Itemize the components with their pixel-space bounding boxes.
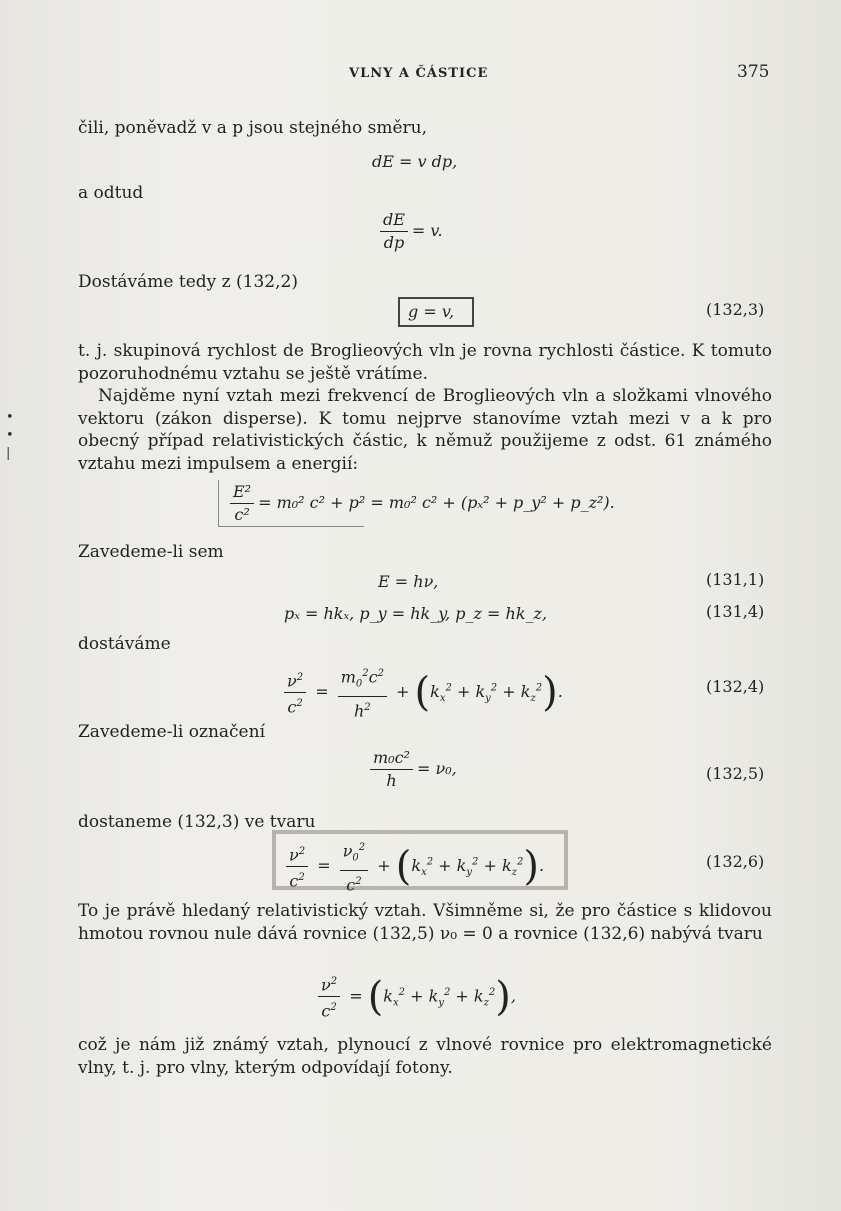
equation-rhs: = m₀² c² + p² = m₀² c² + (pₓ² + p_y² + p_z²).	[258, 493, 615, 512]
equation-momentum-components: pₓ = hkₓ, p_y = hk_y, p_z = hk_z,	[284, 604, 548, 623]
paragraph: což je nám již známý vztah, plynoucí z vlnové rovnice pro elektromagnetické vlny, t. j. pro vlny, kterým odpovídají fotony.	[78, 1035, 772, 1078]
fraction-denominator: c²	[234, 505, 250, 524]
text-line: Zavedeme-li sem	[78, 542, 224, 562]
equation-tag: (132,6)	[706, 852, 765, 871]
running-header: VLNY A ČÁSTICE	[349, 66, 489, 81]
text-line: dostaneme (132,3) ve tvaru	[78, 812, 316, 832]
equation-group-velocity: g = v,	[408, 302, 455, 321]
fraction-denominator: dp	[383, 233, 405, 252]
fraction-numerator: dE	[380, 210, 408, 232]
equation-energy-momentum	[226, 482, 615, 525]
margin-mark: |	[6, 446, 11, 461]
equation-dE: dE = v dp,	[372, 152, 458, 171]
paragraph: To je právě hledaný relativistický vztah. Všimněme si, že pro částice s klidovou hmotou rovnou nule dává rovnice (132,5) ν₀ = 0 a rovnice (132,6) nabývá tvaru	[78, 901, 772, 944]
margin-mark: •	[6, 428, 14, 443]
equation-tag: (131,4)	[706, 602, 765, 621]
bracket-rule	[218, 480, 219, 526]
equation-rest-frequency	[366, 748, 457, 791]
equation-tag: (132,4)	[706, 677, 765, 696]
equation-rhs: = ν₀,	[416, 759, 457, 778]
margin-mark: •	[6, 410, 14, 425]
text-line: čili, poněvadž v a p jsou stejného směru,	[78, 118, 428, 138]
paragraph: t. j. skupinová rychlost de Broglieových vln je rovna rychlosti částice. K tomuto pozoruhodnému vztahu se ještě vrátíme.	[78, 341, 772, 384]
equation-tag: (132,5)	[706, 764, 765, 783]
equation-rhs: = v.	[411, 221, 443, 240]
page-number: 375	[737, 62, 770, 82]
fraction-numerator: m₀c²	[370, 748, 413, 770]
equation-tag: (132,3)	[706, 300, 765, 319]
equation-derivative	[376, 210, 443, 253]
equation-tag: (131,1)	[706, 570, 765, 589]
equation-energy: E = hν,	[378, 572, 439, 591]
equation-dispersion-general: $\frac{\nu^2}{c^2}$ = $\frac{m_0^2c^2}{h^2}$ + $(k_x^2 + k_y^2 + k_z^2)$.	[280, 664, 563, 721]
paragraph: Najděme nyní vztah mezi frekvencí de Broglieových vln a složkami vlnového vektoru (zákon disperse). K tomu nejprve stanovíme vztah mezi v a k pro obecný případ relativistických částic, k němuž použijeme z odst. 61 známého vztahu mezi impulsem a energií:	[78, 386, 772, 474]
bracket-rule	[218, 526, 364, 527]
fraction-numerator: E²	[230, 482, 254, 504]
text-line: dostáváme	[78, 634, 171, 654]
equation-dispersion-relativistic: $\frac{\nu^2}{c^2}$ = $\frac{\nu_0^2}{c^2}$ + $(k_x^2 + k_y^2 + k_z^2)$.	[282, 838, 544, 895]
text-line: Zavedeme-li označení	[78, 722, 265, 742]
fraction-denominator: h	[386, 771, 397, 790]
text-line: Dostáváme tedy z (132,2)	[78, 272, 298, 292]
text-line: a odtud	[78, 183, 144, 203]
equation-photon-dispersion: $\frac{\nu^2}{c^2}$ = $(k_x^2 + k_y^2 + k_z^2)$,	[314, 972, 516, 1022]
